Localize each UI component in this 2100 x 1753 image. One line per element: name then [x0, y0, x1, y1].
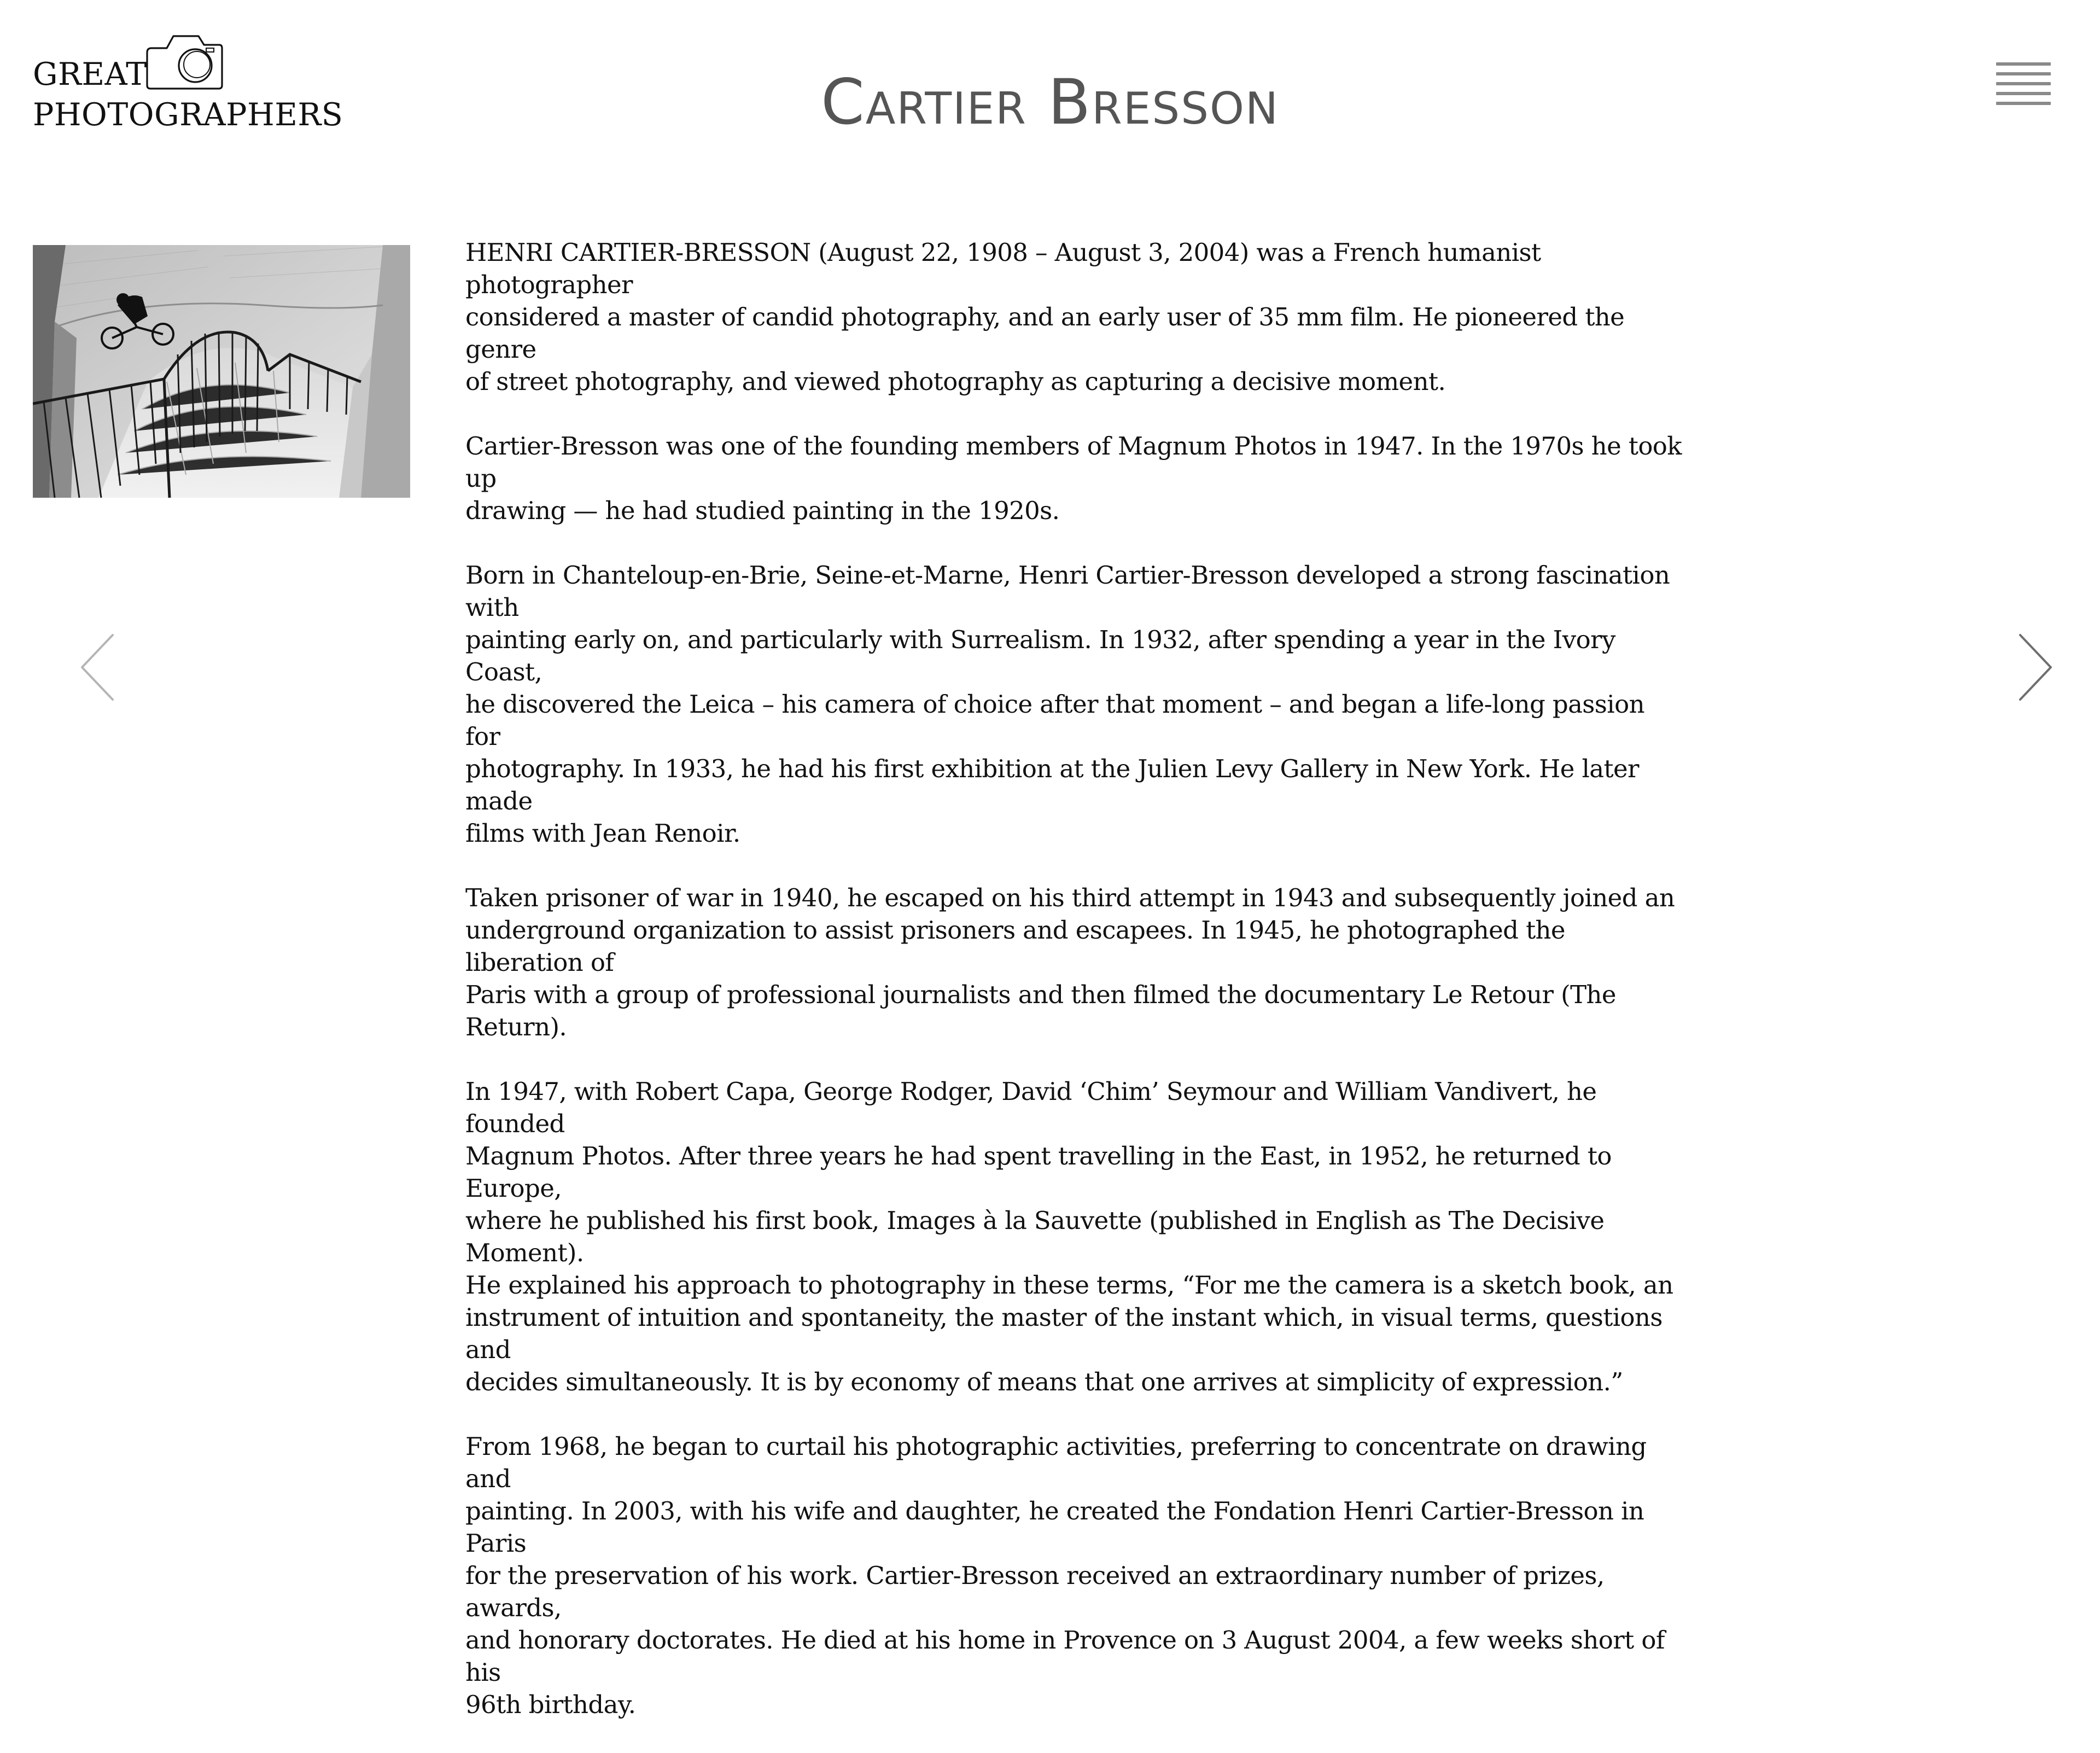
biography-paragraph-6: From 1968, he began to curtail his photographic activities, preferring to concentrate on drawing and painting. In 2003, with his wife and daughter, he created the Fondation Henri Cartier-Bresson in Paris for the preservation of his work. Cartier-Bresson received an extraordinary number of prizes, awards, and honorary doctorates. He died at his home in Provence on 3 August 2004, a few weeks short of his 96th birthday. [465, 1432, 1665, 1719]
biography-paragraph-1: HENRI CARTIER-BRESSON (August 22, 1908 – August 3, 2004) was a French humanist photographer considered a master of candid photography, and an early user of 35 mm film. He pioneered the genre of street photography, and viewed photography as capturing a decisive moment. [465, 238, 1625, 396]
photo-cyclist-staircase [33, 245, 410, 498]
biography-paragraph-2: Cartier-Bresson was one of the founding members of Magnum Photos in 1947. In the 1970s he took up drawing — he had studied painting in the 1920s. [465, 432, 1682, 525]
chevron-right-icon [2012, 632, 2056, 703]
previous-button[interactable] [77, 632, 120, 703]
chevron-left-icon [77, 632, 120, 703]
page-title: Cartier Bresson [821, 66, 1279, 138]
biography-article [465, 236, 1685, 1753]
logo-text-photographers: PHOTOGRAPHERS [33, 97, 343, 133]
logo-text-great: GREAT [33, 56, 147, 92]
next-button[interactable] [2012, 632, 2056, 703]
menu-button[interactable] [1996, 60, 2051, 104]
biography-paragraph-5: In 1947, with Robert Capa, George Rodger, David ‘Chim’ Seymour and William Vandivert, he founded Magnum Photos. After three years he had spent travelling in the East, in 1952, he returned to Europe, where he published his first book, Images à la Sauvette (published in English as The Decisive Moment). He explained his approach to photography in these terms, “For me the camera is a sketch book, an instrument of intuition and spontaneity, the master of the instant which, in visual terms, questions and decides simultaneously. It is by economy of means that one arrives at simplicity of expression.” [465, 1077, 1673, 1396]
biography-paragraph-3: Born in Chanteloup-en-Brie, Seine-et-Marne, Henri Cartier-Bresson developed a strong fascination with painting early on, and particularly with Surrealism. In 1932, after spending a year in the Ivory Coast, he discovered the Leica – his camera of choice after that moment – and began a life-long passion for photography. In 1933, he had his first exhibition at the Julien Levy Gallery in New York. He later made films with Jean Renoir. [465, 561, 1670, 848]
biography-paragraph-4: Taken prisoner of war in 1940, he escaped on his third attempt in 1943 and subsequently joined an underground organization to assist prisoners and escapees. In 1945, he photographed the liberation of Paris with a group of professional journalists and then filmed the documentary Le Retour (The Return). [465, 883, 1675, 1041]
